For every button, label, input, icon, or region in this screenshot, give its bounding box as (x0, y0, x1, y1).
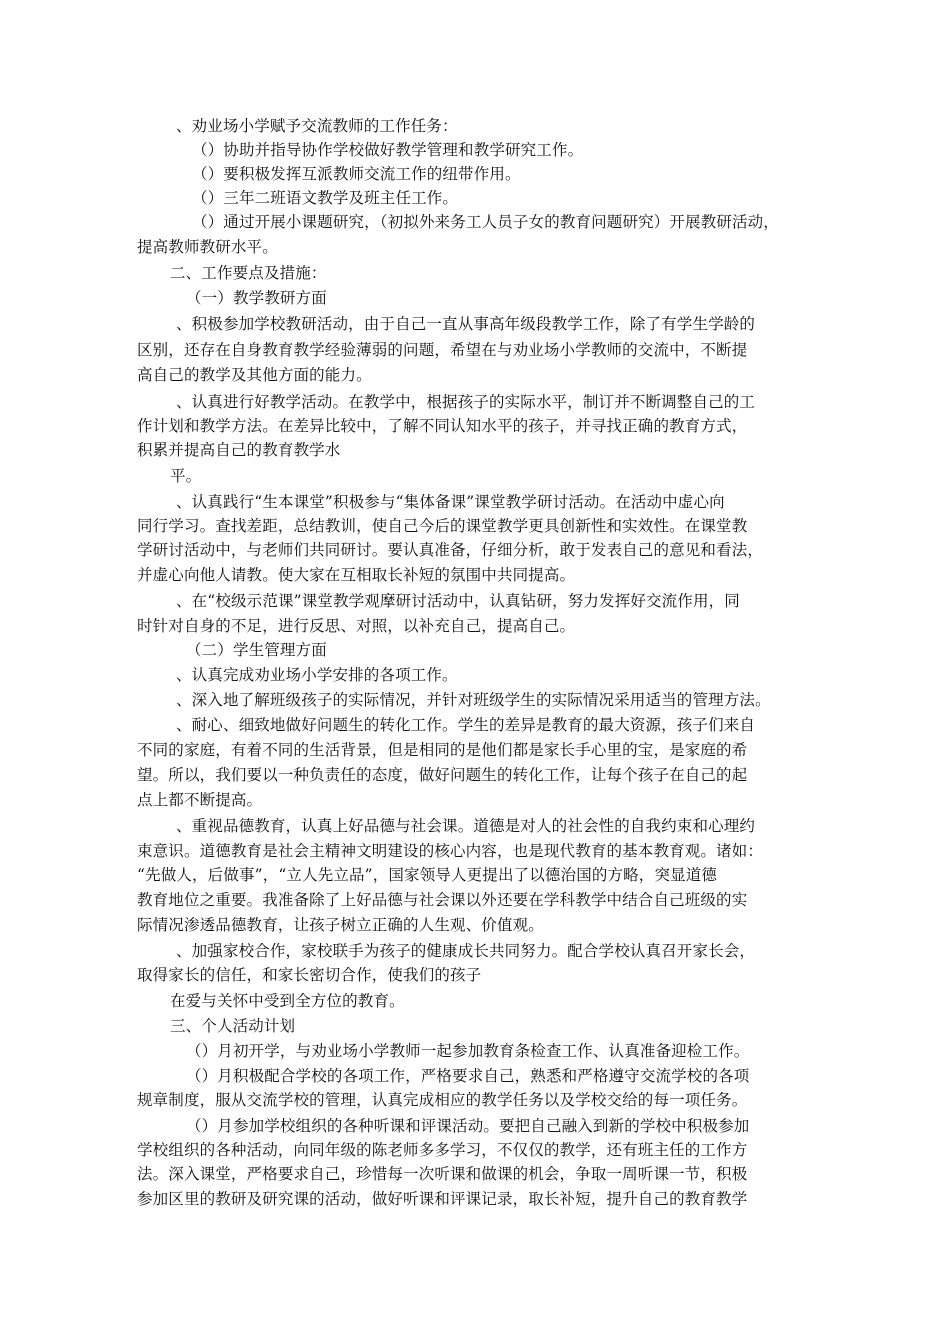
text-line: 在爱与关怀中受到全方位的教育。 (170, 992, 405, 1010)
text-line: 提高教师教研水平。 (137, 238, 278, 256)
text-line: 学校组织的各种活动，向同年级的陈老师多多学习，不仅仅的教学，还有班主任的工作方 (137, 1141, 748, 1159)
text-line: 同行学习。查找差距，总结教训，使自己今后的课堂教学更具创新性和实效性。在课堂教 (137, 517, 748, 535)
text-line: 、耐心、细致地做好问题生的转化工作。学生的差异是教育的最大资源，孩子们来自 (176, 716, 756, 734)
text-line: （）通过开展小课题研究，（初拟外来务工人员子女的教育问题研究）开展教研活动， (192, 213, 779, 231)
text-line: 、认真进行好教学活动。在教学中，根据孩子的实际水平，制订并不断调整自己的工 (176, 393, 756, 411)
text-line: 教育地位之重要。我准备除了上好品德与社会课以外还要在学科教学中结合自己班级的实 (137, 891, 748, 909)
text-line: 作计划和教学方法。在差异比较中，了解不同认知水平的孩子，并寻找正确的教育方式， (137, 417, 748, 435)
subsection-heading: （二）学生管理方面 (186, 641, 327, 659)
text-line: 参加区里的教研及研究课的活动，做好听课和评课记录，取长补短，提升自己的教育教学 (137, 1190, 748, 1208)
text-line: （）三年二班语文教学及班主任工作。 (192, 189, 459, 207)
text-line: （）月积极配合学校的各项工作，严格要求自己，熟悉和严格遵守交流学校的各项 (186, 1067, 750, 1085)
text-line: 并虚心向他人请教。使大家在互相取长补短的氛围中共同提高。 (137, 566, 576, 584)
text-line: （）协助并指导协作学校做好教学管理和教学研究工作。 (192, 141, 584, 159)
text-line: 学研讨活动中，与老师们共同研讨。要认真准备，仔细分析，敢于发表自己的意见和看法， (137, 541, 764, 559)
text-line: 、积极参加学校教研活动，由于自己一直从事高年级段教学工作，除了有学生学龄的 (176, 315, 756, 333)
text-line: 高自己的教学及其他方面的能力。 (137, 366, 372, 384)
text-line: 、深入地了解班级孩子的实际情况，并针对班级学生的实际情况采用适当的管理方法。 (176, 691, 771, 709)
text-line: （）月初开学，与劝业场小学教师一起参加教育条检查工作、认真准备迎检工作。 (186, 1042, 750, 1060)
text-line: 、加强家校合作，家校联手为孩子的健康成长共同努力。配合学校认真召开家长会， (176, 942, 756, 960)
text-line: 、认真完成劝业场小学安排的各项工作。 (176, 666, 458, 684)
text-line: （）要积极发挥互派教师交流工作的纽带作用。 (192, 165, 521, 183)
text-line: 、在“校级示范课”课堂教学观摩研讨活动中，认真钻研，努力发挥好交流作用，同 (176, 592, 740, 610)
text-line: 不同的家庭，有着不同的生活背景，但是相同的是他们都是家长手心里的宝，是家庭的希 (137, 741, 748, 759)
text-line: 规章制度，服从交流学校的管理，认真完成相应的教学任务以及学校交给的每一项任务。 (137, 1091, 748, 1109)
text-line: 取得家长的信任，和家长密切合作，使我们的孩子 (137, 966, 482, 984)
section-heading: 三、个人活动计划 (170, 1017, 296, 1035)
text-line: 积累并提高自己的教育教学水 (137, 441, 341, 459)
section-heading: 二、工作要点及措施： (170, 264, 327, 282)
text-line: 平。 (170, 467, 202, 485)
text-line: 法。深入课堂，严格要求自己，珍惜每一次听课和做课的机会，争取一周听课一节，积极 (137, 1165, 748, 1183)
text-line: 、重视品德教育，认真上好品德与社会课。道德是对人的社会性的自我约束和心理约 (176, 817, 756, 835)
text-line: 、认真践行“生本课堂”积极参与“集体备课”课堂教学研讨活动。在活动中虚心向 (176, 493, 725, 511)
text-line: 、劝业场小学赋予交流教师的工作任务： (176, 117, 458, 135)
text-line: 区别，还存在自身教育教学经验薄弱的问题，希望在与劝业场小学教师的交流中，不断提 (137, 341, 748, 359)
text-line: 束意识。道德教育是社会主精神文明建设的核心内容，也是现代教育的基本教育观。诸如： (137, 842, 764, 860)
subsection-heading: （一）教学教研方面 (186, 289, 327, 307)
text-line: 际情况渗透品德教育，让孩子树立正确的人生观、价值观。 (137, 916, 544, 934)
text-line: 点上都不断提高。 (137, 791, 263, 809)
text-line: “先做人，后做事”，“立人先立品”，国家领导人更提出了以德治国的方略，突显道德 (137, 866, 718, 884)
text-line: 时针对自身的不足，进行反思、对照，以补充自己，提高自己。 (137, 617, 576, 635)
text-line: 望。所以，我们要以一种负责任的态度，做好问题生的转化工作，让每个孩子在自己的起 (137, 766, 748, 784)
text-line: （）月参加学校组织的各种听课和评课活动。要把自己融入到新的学校中积极参加 (186, 1117, 750, 1135)
